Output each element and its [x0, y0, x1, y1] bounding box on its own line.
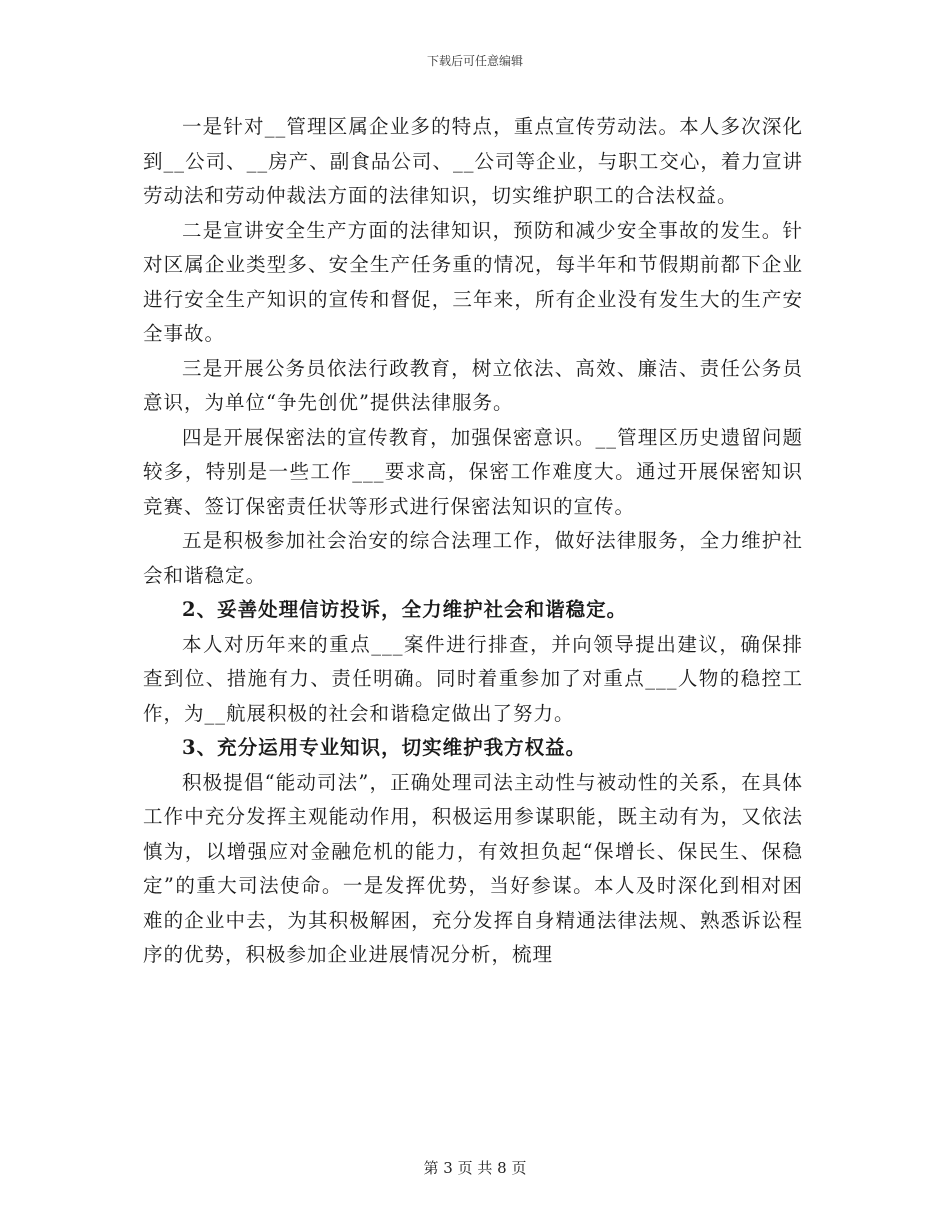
paragraph-labor-law: 一是针对__管理区属企业多的特点，重点宣传劳动法。本人多次深化到__公司、__房产、副食品公司、__公司等企业，与职工交心，着力宣讲劳动法和劳动仲裁法方面的法律知识，切实维护职工的合法权益。	[143, 115, 803, 207]
paragraph-civil-servant-education: 三是开展公务员依法行政教育，树立依法、高效、廉洁、责任公务员意识，为单位“争先创优”提供法律服务。	[143, 356, 803, 414]
paragraph-confidentiality-law: 四是开展保密法的宣传教育，加强保密意识。__管理区历史遗留问题较多，特别是一些工作___要求高，保密工作难度大。通过开展保密知识竞赛、签订保密责任状等形式进行保密法知识的宣传。	[143, 425, 803, 518]
paragraph-petitions: 本人对历年来的重点___案件进行排查，并向领导提出建议，确保排查到位、措施有力、责任明确。同时着重参加了对重点___人物的稳控工作，为__航展积极的社会和谐稳定做出了努力。	[143, 632, 803, 725]
section-heading-professional-knowledge: 3、充分运用专业知识，切实维护我方权益。	[182, 736, 587, 759]
paragraph-active-justice: 积极提倡“能动司法”，正确处理司法主动性与被动性的关系，在具体工作中充分发挥主观能动作用，积极运用参谋职能，既主动有为，又依法慎为，以增强应对金融危机的能力，有效担负起“保增长、保民生、保稳定”的重大司法使命。一是发挥优势，当好参谋。本人及时深化到相对困难的企业中去，为其积极解困，充分发挥自身精通法律法规、熟悉诉讼程序的优势，积极参加企业进展情况分析，梳理	[143, 770, 803, 966]
page-header: 下载后可任意编辑	[426, 54, 523, 68]
paragraph-safety-production: 二是宣讲安全生产方面的法律知识，预防和减少安全事故的发生。针对区属企业类型多、安全生产任务重的情况，每半年和节假期前都下企业进行安全生产知识的宣传和督促，三年来，所有企业没有发生大的生产安全事故。	[143, 218, 803, 345]
page-number-footer: 第 3 页 共 8 页	[423, 1159, 527, 1177]
paragraph-public-security: 五是积极参加社会治安的综合法理工作，做好法律服务，全力维护社会和谐稳定。	[143, 529, 803, 587]
section-heading-petitions: 2、妥善处理信访投诉，全力维护社会和谐稳定。	[182, 598, 628, 621]
document-body	[143, 110, 803, 973]
